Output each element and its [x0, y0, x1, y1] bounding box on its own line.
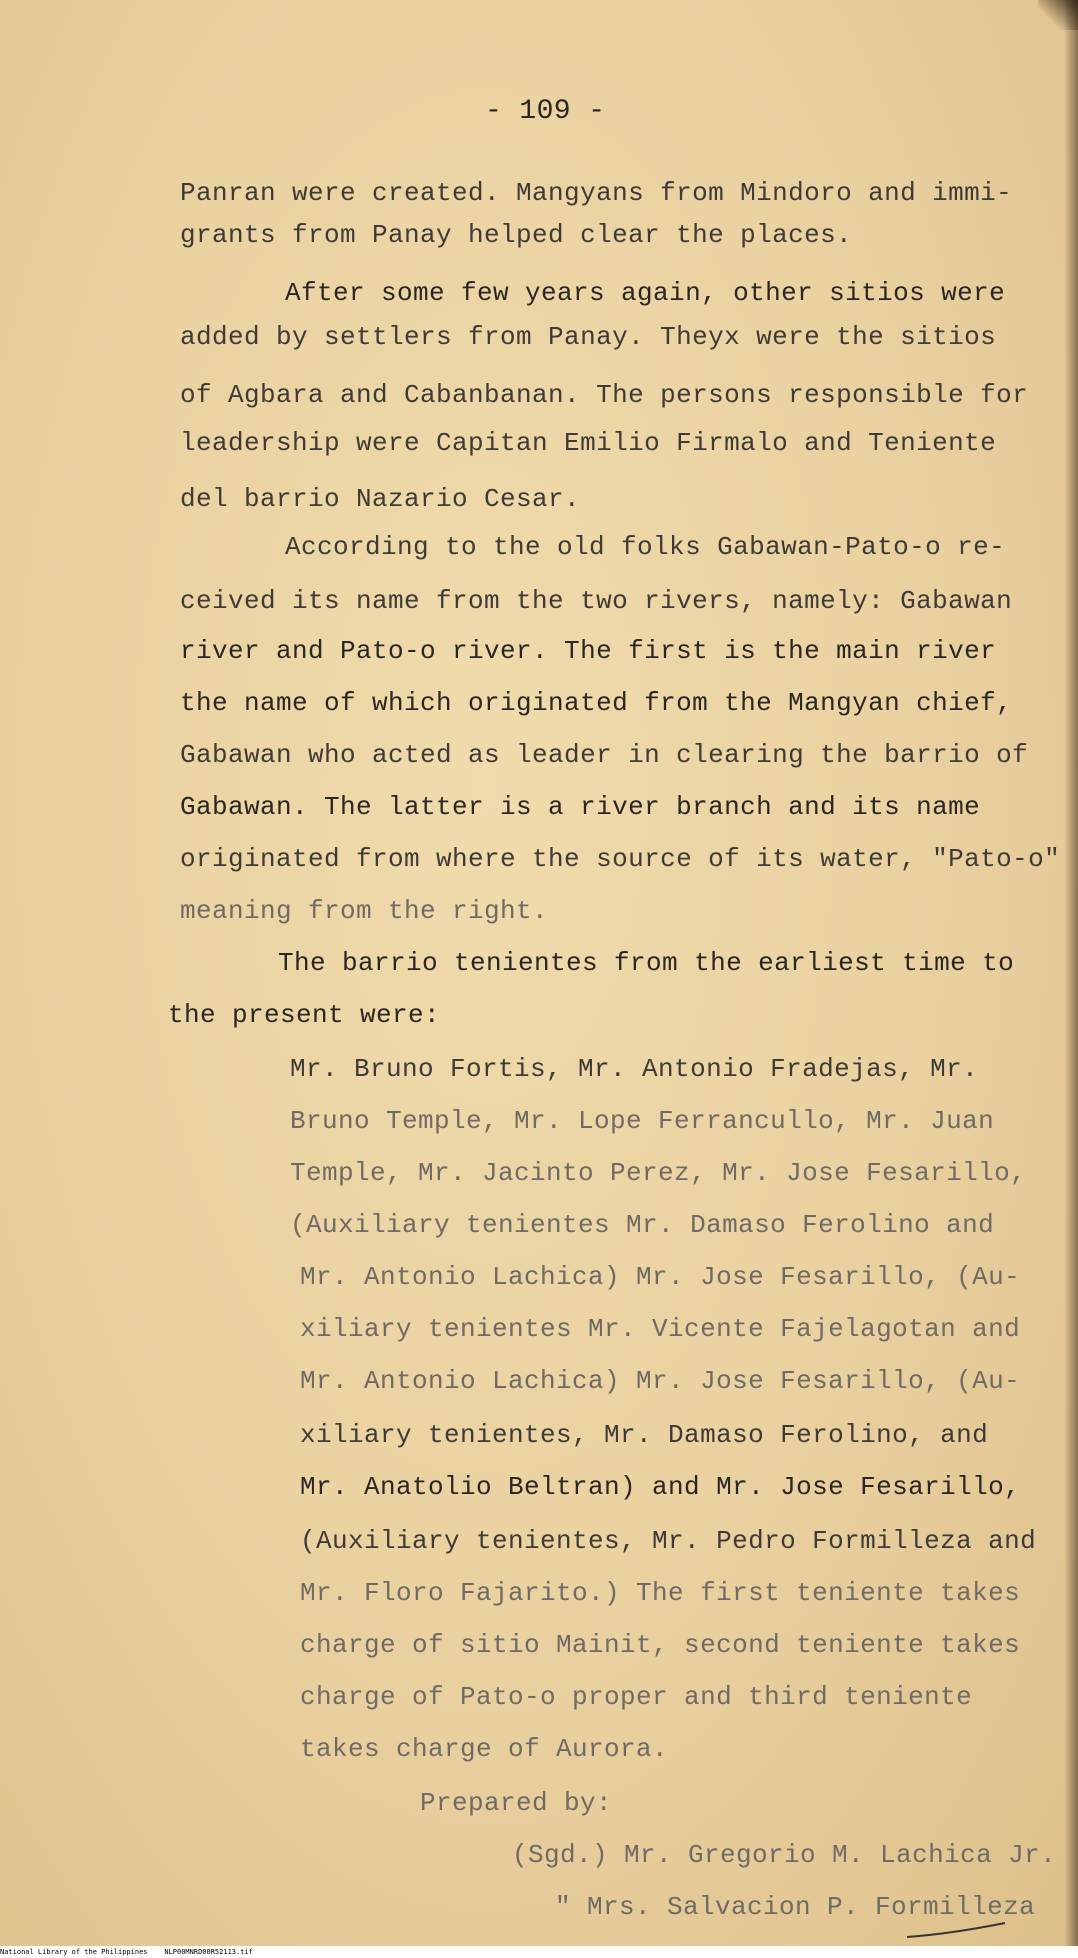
body-line: Panran were created. Mangyans from Mindoro and immi- — [180, 178, 1013, 208]
list-line: (Auxiliary tenientes, Mr. Pedro Formilleza and — [300, 1526, 1037, 1556]
list-line: xiliary tenientes Mr. Vicente Fajelagotan and — [300, 1314, 1021, 1344]
pencil-mark-icon — [905, 1917, 1025, 1941]
body-line: added by settlers from Panay. Theyx were the sitios — [180, 322, 997, 352]
body-line: originated from where the source of its water, "Pato-o" — [180, 844, 1061, 874]
list-line: charge of Pato-o proper and third teniente — [300, 1682, 973, 1712]
signatory-line: " Mrs. Salvacion P. Formilleza — [555, 1892, 1036, 1922]
page-number: - 109 - — [485, 96, 606, 127]
list-line: (Auxiliary tenientes Mr. Damaso Ferolino and — [290, 1210, 995, 1240]
list-line: Temple, Mr. Jacinto Perez, Mr. Jose Fesarillo, — [290, 1158, 1027, 1188]
prepared-by-label: Prepared by: — [420, 1788, 613, 1818]
body-line: del barrio Nazario Cesar. — [180, 484, 581, 514]
list-line: Mr. Bruno Fortis, Mr. Antonio Fradejas, Mr. — [290, 1054, 979, 1084]
body-line: the present were: — [168, 1000, 441, 1030]
body-line: Gabawan who acted as leader in clearing the barrio of — [180, 740, 1029, 770]
page-edge-shadow — [1064, 0, 1078, 1958]
list-line: Mr. Antonio Lachica) Mr. Jose Fesarillo, (Au- — [300, 1262, 1021, 1292]
list-line: Mr. Anatolio Beltran) and Mr. Jose Fesarillo, — [300, 1472, 1021, 1502]
list-line: takes charge of Aurora. — [300, 1734, 669, 1764]
list-line: xiliary tenientes, Mr. Damaso Ferolino, and — [300, 1420, 989, 1450]
body-line: After some few years again, other sitios were — [285, 278, 1006, 308]
archive-footer-caption: National Library of the Philippines NLP00MNRD00R52113.tif — [0, 1946, 1078, 1958]
body-line: river and Pato-o river. The first is the main river — [180, 636, 997, 666]
body-line: the name of which originated from the Mangyan chief, — [180, 688, 1013, 718]
list-line: Mr. Floro Fajarito.) The first teniente takes — [300, 1578, 1021, 1608]
page-corner-shadow — [1038, 0, 1078, 30]
body-line: The barrio tenientes from the earliest time to — [278, 948, 1015, 978]
list-line: Mr. Antonio Lachica) Mr. Jose Fesarillo, (Au- — [300, 1366, 1021, 1396]
signatory-line: (Sgd.) Mr. Gregorio M. Lachica Jr. — [512, 1840, 1057, 1870]
list-line: Bruno Temple, Mr. Lope Ferrancullo, Mr. Juan — [290, 1106, 995, 1136]
body-line: grants from Panay helped clear the places. — [180, 220, 853, 250]
body-line: ceived its name from the two rivers, namely: Gabawan — [180, 586, 1013, 616]
body-line: Gabawan. The latter is a river branch and its name — [180, 792, 981, 822]
body-line: meaning from the right. — [180, 896, 549, 926]
body-line: of Agbara and Cabanbanan. The persons responsible for — [180, 380, 1029, 410]
list-line: charge of sitio Mainit, second teniente takes — [300, 1630, 1021, 1660]
body-line: leadership were Capitan Emilio Firmalo and Teniente — [180, 428, 997, 458]
body-line: According to the old folks Gabawan-Pato-o re- — [285, 532, 1006, 562]
